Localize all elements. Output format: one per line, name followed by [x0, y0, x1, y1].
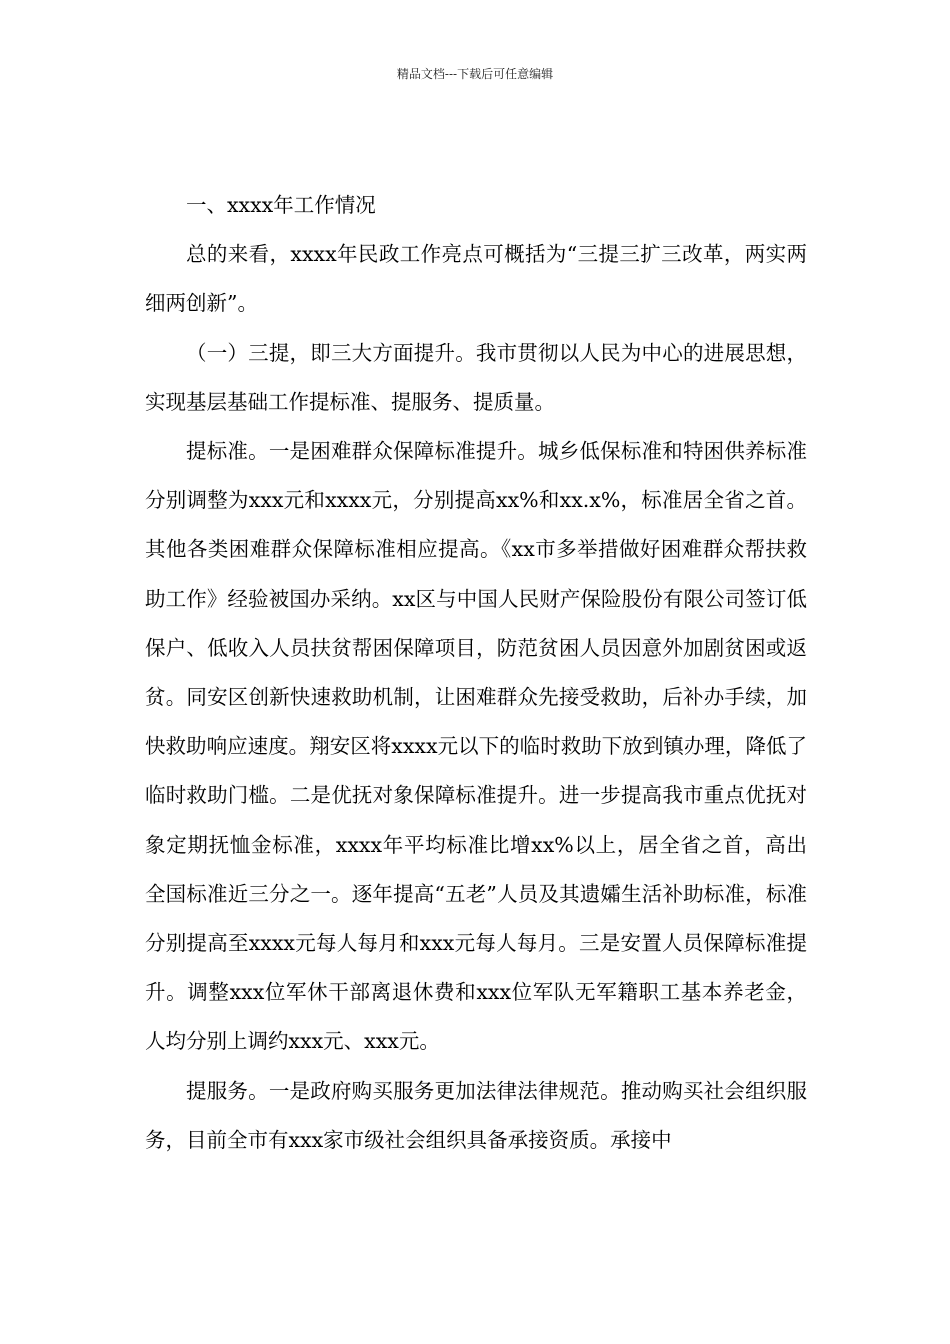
paragraph: 提标准。一是困难群众保障标准提升。城乡低保标准和特困供养标准分别调整为xxx元和xxxx元，分别提高xx%和xx.x%，标准居全省之首。其他各类困难群众保障标准相应提高。《xx市多举措做好困难群众帮扶救助工作》经验被国办采纳。xx区与中国人民财产保险股份有限公司签订低保户、低收入人员扶贫帮困保障项目，防范贫困人员因意外加剧贫困或返贫。同安区创新快速救助机制，让困难群众先接受救助，后补办手续，加快救助响应速度。翔安区将xxxx元以下的临时救助下放到镇办理，降低了临时救助门槛。二是优抚对象保障标准提升。进一步提高我市重点优抚对象定期抚恤金标准，xxxx年平均标准比增xx%以上，居全省之首，高出全国标准近三分之一。逐年提高“五老”人员及其遗孀生活补助标准，标准分别提高至xxxx元每人每月和xxx元每人每月。三是安置人员保障标准提升。调整xxx位军休干部离退休费和xxx位军队无军籍职工基本养老金，人均分别上调约xxx元、xxx元。 — [145, 439, 807, 1054]
paragraph: 总的来看，xxxx年民政工作亮点可概括为“三提三扩三改革，两实两细两创新”。 — [145, 242, 807, 316]
paragraph: 提服务。一是政府购买服务更加法律法律规范。推动购买社会组织服务，目前全市有xxx家市级社会组织具备承接资质。承接中 — [145, 1078, 807, 1152]
page-header: 精品文档---下载后可任意编辑 — [396, 67, 554, 81]
paragraph: （一）三提，即三大方面提升。我市贯彻以人民为中心的进展思想，实现基层基础工作提标准、提服务、提质量。 — [145, 340, 807, 414]
document-body — [145, 181, 807, 1165]
section-heading: 一、xxxx年工作情况 — [186, 193, 376, 217]
